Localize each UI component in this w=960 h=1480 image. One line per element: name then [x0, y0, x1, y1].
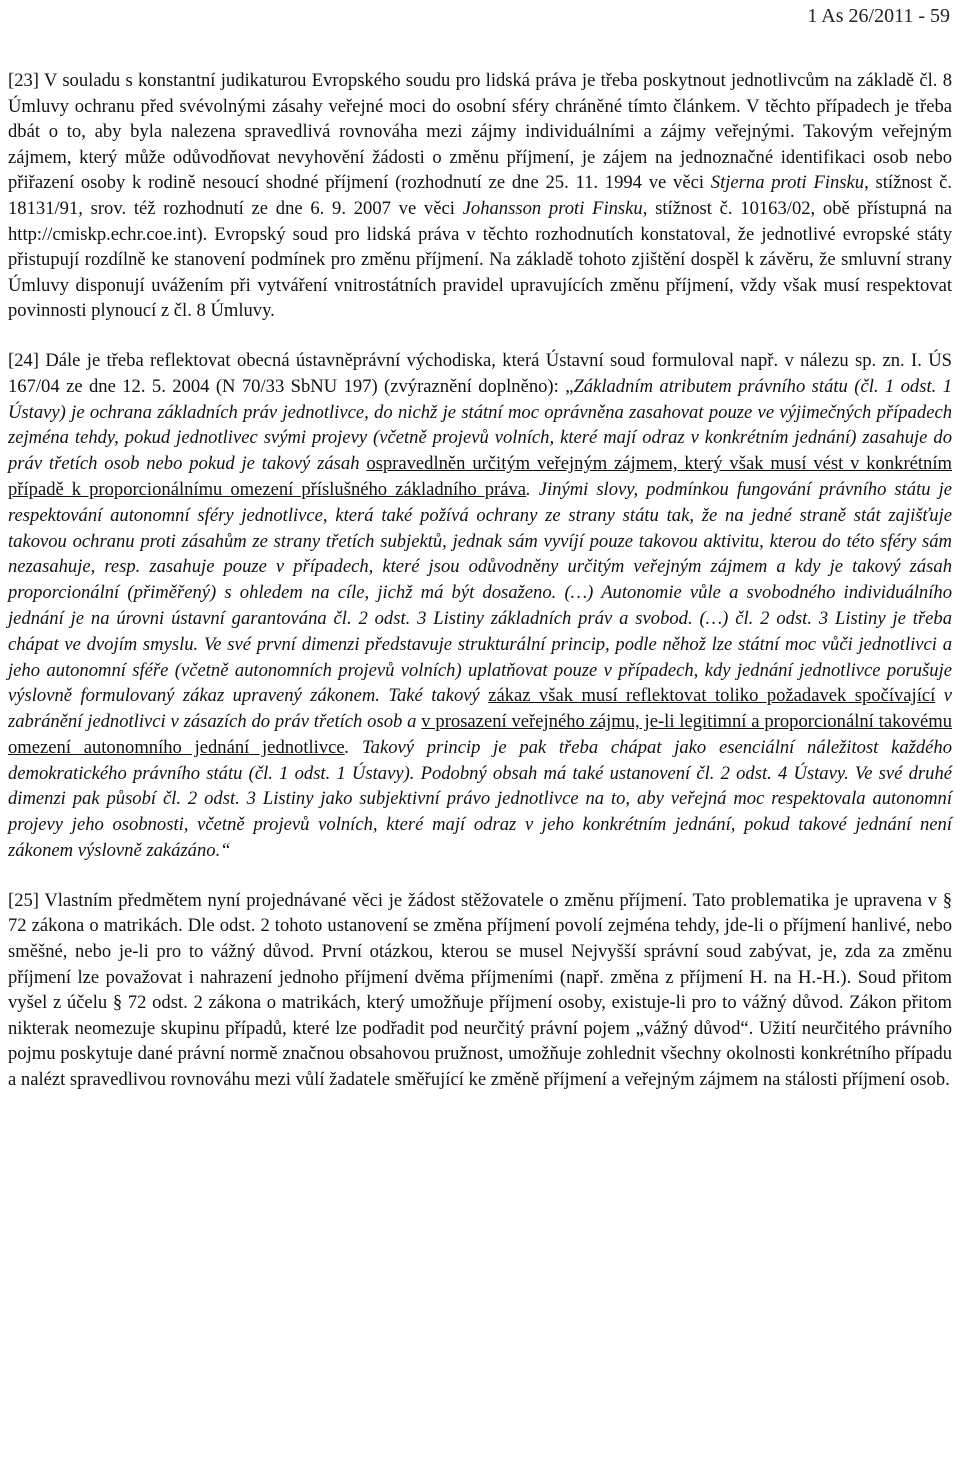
paragraph-text: , stížnost č. 10163/02, obě přístupná na http://cmiskp.echr.coe.int). Evropský soud pro lidská práva v těchto rozhodnutích konstatoval, že jednotlivé evropské státy přistupují rozdílně ke stanovení podmínek pro změnu příjmení. Na základě tohoto zjištění dospěl k závěru, že smluvní strany Úmluvy disponují uvážením při vytváření vnitrostátních pravidel upravujících změnu příjmení, vždy však musí respektovat povinnosti plynoucí z čl. 8 Úmluvy. [8, 197, 952, 322]
quotation-text: . Takový princip je pak třeba chápat jako esenciální náležitost každého demokratického právního státu (čl. 1 odst. 1 Ústavy). Podobný obsah má také ustanovení čl. 2 odst. 4 Ústavy. Ve své druhé dimenzi pak působí čl. 2 odst. 3 Listiny jako subjektivní právo jednotlivce na to, aby veřejná moc respektovala autonomní projevy jeho osobnosti, včetně projevů volních, které mají odraz v jeho konkrétním jednání, pokud takové jednání není zákonem výslovně zakázáno.“ [8, 736, 952, 862]
case-name-stjerna: Stjerna proti Finsku [710, 172, 865, 194]
paragraph-25 [8, 888, 952, 1093]
emphasis-underlined: zákaz však musí reflektovat toliko požadavek spočívající [488, 685, 936, 707]
case-name-johansson: Johansson proti Finsku [462, 197, 643, 219]
quotation-text: . Jinými slovy, podmínkou fungování právního státu je respektování autonomní sféry jednotlivce, která také požívá ochrany ze strany státu tak, že na jedné straně stát zajišťuje takovou ochranu proti zásahům ze strany třetích subjektů, jednak sám vyvíjí pouze takovou aktivitu, kterou do této sféry sám nezasahuje, resp. zasahuje pouze v případech, které jsou odůvodněny určitým veřejným zájmem a kdy je takový zásah proporcionální (přiměřený) s ohledem na cíle, jichž má být dosaženo. (…) Autonomie vůle a svobodného individuálního jednání je na úrovni ústavní garantována čl. 2 odst. 3 Listiny základních práv a svobod. (…) čl. 2 odst. 3 Listiny je třeba chápat ve dvojím smyslu. Ve své první dimenzi představuje strukturální princip, podle něhož lze státní moc vůči jednotlivci a jeho autonomní sféře (včetně autonomních projevů volních) uplatňovat pouze v případech, kdy jednání jednotlivce porušuje výslovně formulovaný zákaz upravený zákonem. Také takový [8, 478, 953, 707]
paragraph-text: , stížnost č. 18131/91, srov. též rozhodnutí ze dne 6. 9. 2007 ve věci [8, 172, 952, 219]
paragraph-number: [23] [8, 70, 39, 91]
paragraph-23 [8, 68, 952, 324]
quotation-text: Základním atributem právního státu (čl. 1 odst. 1 Ústavy) je ochrana základních práv jednotlivce, do nichž je státní moc oprávněna zasahovat pouze ve výjimečných případech zejména tehdy, pokud jednotlivec svými projevy (včetně projevů volních, které mají odraz v konkrétním jednání) zasahuje do práv třetích osob nebo pokud je takový zásah [8, 375, 952, 475]
paragraph-text: V souladu s konstantní judikaturou Evropského soudu pro lidská práva je třeba poskytnout jednotlivcům na základě čl. 8 Úmluvy ochranu před svévolnými zásahy veřejné moci do osobní sféry chráněné tímto článkem. V těchto případech je třeba dbát o to, aby byla nalezena spravedlivá rovnováha mezi zájmy individuálními a zájmy veřejnými. Takovým veřejným zájmem, který může odůvodňovat nevyhovění žádosti o změnu příjmení, je zájem na jednoznačné identifikaci osob nebo přiřazení osoby k rodině nesoucí shodné příjmení (rozhodnutí ze dne 25. 11. 1994 ve věci [8, 70, 952, 194]
emphasis-underlined: ospravedlněn určitým veřejným zájmem, který však musí vést v konkrétním případě k proporcionálnímu omezení příslušného základního práva [8, 453, 952, 500]
paragraph-number: [25] [8, 889, 39, 911]
paragraph-24 [8, 348, 952, 864]
paragraph-number: [24] [8, 349, 39, 371]
document-body [8, 68, 952, 1119]
page-header-case-reference: 1 As 26/2011 - 59 [807, 5, 950, 27]
paragraph-text: Vlastním předmětem nyní projednávané věci je žádost stěžovatele o změnu příjmení. Tato problematika je upravena v § 72 zákona o matrikách. Dle odst. 2 tohoto ustanovení se změna příjmení povolí zejména tehdy, jde-li o příjmení hanlivé, nebo směšné, nebo je-li pro to vážný důvod. První otázkou, kterou se musel Nejvyšší správní soud zabývat, je, zda za změnu příjmení lze považovat i nahrazení jednoho příjmení dvěma příjmeními (např. změna z příjmení H. na H.-H.). Soud přitom vyšel z účelu § 72 odst. 2 zákona o matrikách, který umožňuje příjmení osoby, existuje-li pro to vážný důvod. Zákon přitom nikterak neomezuje skupinu případů, které lze podřadit pod neurčitý právní pojem „vážný důvod“. Užití neurčitého právního pojmu poskytuje dané právní normě značnou obsahovou pružnost, umožňuje zohlednit všechny okolnosti konkrétního případu a nalézt spravedlivou rovnováhu mezi vůlí žadatele směřující ke změně příjmení a veřejným zájmem na stálosti příjmení osob. [8, 889, 952, 1091]
quotation-text: v zabránění jednotlivci v zásazích do práv třetích osob a [8, 685, 952, 733]
emphasis-underlined: v prosazení veřejného zájmu, je-li legitimní a proporcionální takovému omezení autonomního jednání jednotlivce [8, 711, 952, 758]
paragraph-text: Dále je třeba reflektovat obecná ústavněprávní východiska, která Ústavní soud formuloval např. v nálezu sp. zn. I. ÚS 167/04 ze dne 12. 5. 2004 (N 70/33 SbNU 197) (zvýraznění doplněno): „ [8, 349, 952, 397]
